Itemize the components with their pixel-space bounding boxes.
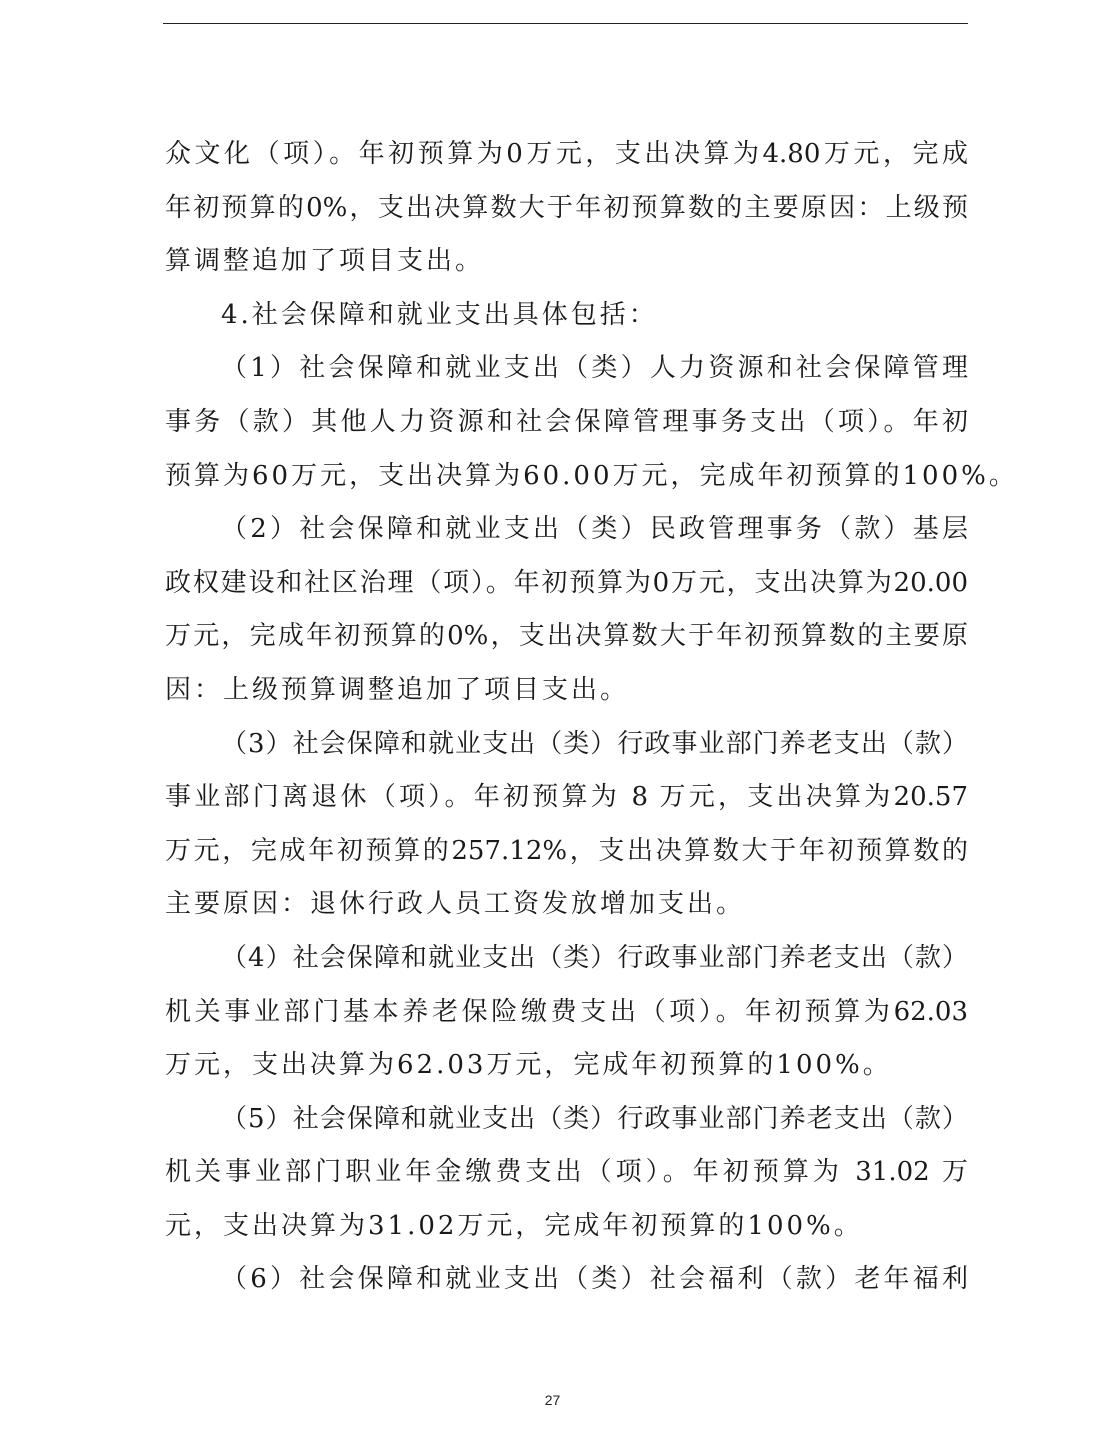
text-line: 机关事业部门职业年金缴费支出（项）。年初预算为 31.02 万 xyxy=(165,1157,968,1188)
text-line: 万元，完成年初预算的0%，支出决算数大于年初预算数的主要原 xyxy=(165,621,968,652)
text-line: （4）社会保障和就业支出（类）行政事业部门养老支出（款） xyxy=(221,942,968,973)
document-body xyxy=(165,128,1018,1307)
text-line: 众文化（项）。年初预算为0万元，支出决算为4.80万元，完成 xyxy=(165,139,968,169)
text-line: 算调整追加了项目支出。 xyxy=(165,246,485,277)
text-line: 主要原因：退休行政人员工资发放增加支出。 xyxy=(165,889,746,920)
text-line: 元，支出决算为31.02万元，完成年初预算的100%。 xyxy=(165,1210,863,1241)
text-line: （3）社会保障和就业支出（类）行政事业部门养老支出（款） xyxy=(221,728,968,759)
text-line: 政权建设和社区治理（项）。年初预算为0万元，支出决算为20.00 xyxy=(165,567,968,598)
text-line: 万元，支出决算为62.03万元，完成年初预算的100%。 xyxy=(165,1050,892,1081)
text-line: （1）社会保障和就业支出（类）人力资源和社会保障管理 xyxy=(221,353,968,384)
text-line: （2）社会保障和就业支出（类）民政管理事务（款）基层 xyxy=(221,514,968,545)
header-rule xyxy=(163,23,968,24)
text-line: （5）社会保障和就业支出（类）行政事业部门养老支出（款） xyxy=(221,1103,968,1134)
page-number: 27 xyxy=(544,1392,561,1408)
text-line: （6）社会保障和就业支出（类）社会福利（款）老年福利 xyxy=(221,1264,968,1295)
text-line: 因：上级预算调整追加了项目支出。 xyxy=(165,674,630,705)
text-line: 预算为60万元，支出决算为60.00万元，完成年初预算的100%。 xyxy=(165,460,1018,491)
text-line: 年初预算的0%，支出决算数大于年初预算数的主要原因：上级预 xyxy=(165,192,968,223)
text-line: 万元，完成年初预算的257.12%，支出决算数大于年初预算数的 xyxy=(165,835,968,866)
text-line: 事务（款）其他人力资源和社会保障管理事务支出（项）。年初 xyxy=(165,406,968,437)
text-line: 机关事业部门基本养老保险缴费支出（项）。年初预算为62.03 xyxy=(165,996,968,1027)
text-line: 事业部门离退休（项）。年初预算为 8 万元，支出决算为20.57 xyxy=(165,782,968,813)
section-heading: 4.社会保障和就业支出具体包括： xyxy=(221,299,658,330)
